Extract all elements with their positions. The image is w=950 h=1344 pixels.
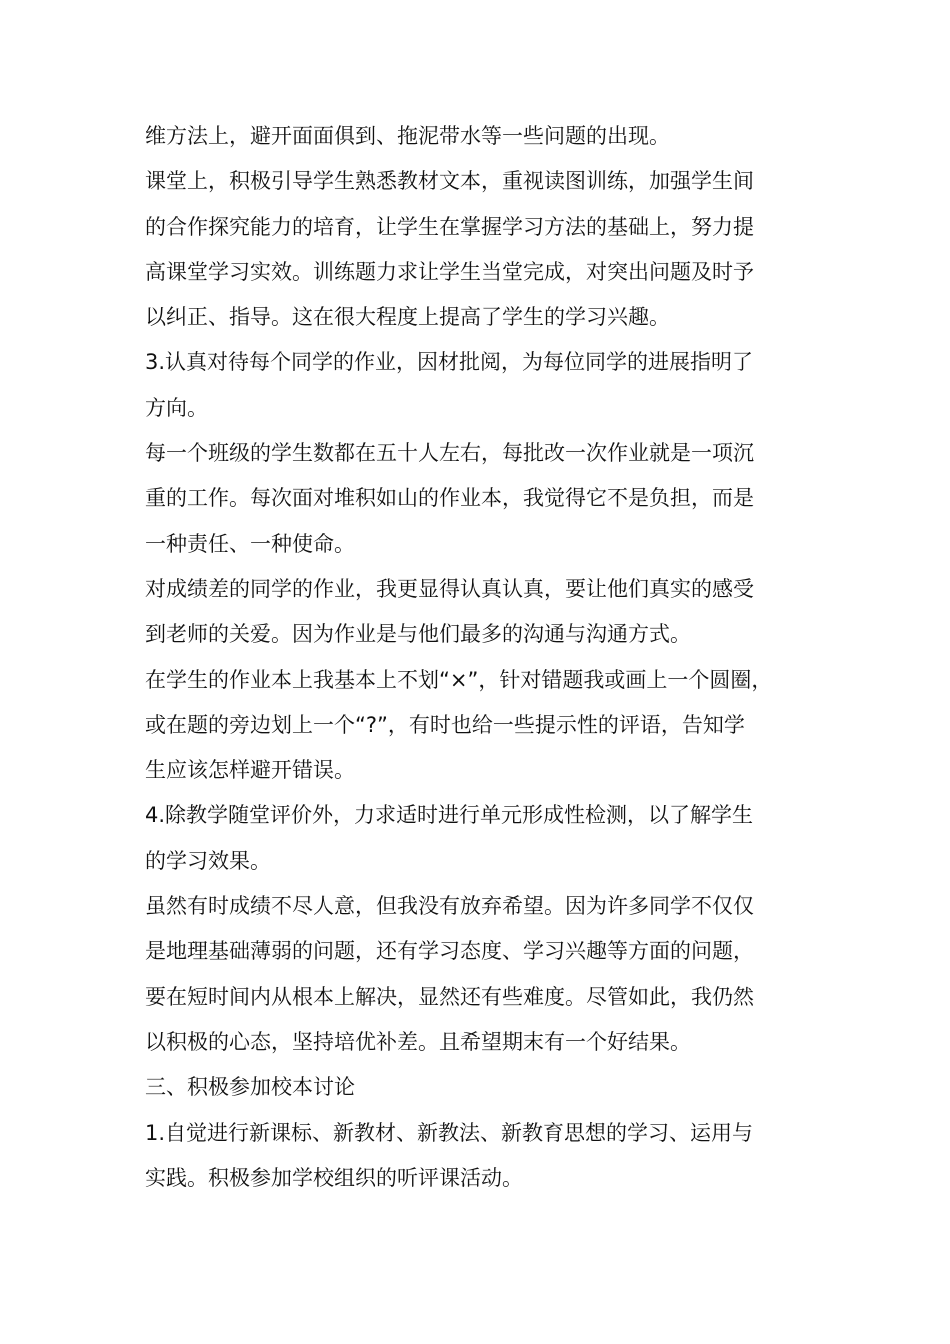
text-line: 到老师的关爱。因为作业是与他们最多的沟通与沟通方式。 bbox=[145, 622, 691, 647]
text-line: 方向。 bbox=[145, 395, 208, 420]
text-line: 虽然有时成绩不尽人意，但我没有放弃希望。因为许多同学不仅仅 bbox=[145, 894, 754, 919]
text-line: 一种责任、一种使命。 bbox=[145, 531, 355, 556]
text-line: 以积极的心态，坚持培优补差。且希望期末有一个好结果。 bbox=[145, 1029, 691, 1054]
text-line: 的学习效果。 bbox=[145, 848, 271, 873]
text-line: 3.认真对待每个同学的作业，因材批阅，为每位同学的进展指明了 bbox=[145, 350, 754, 375]
text-line: 对成绩差的同学的作业，我更显得认真认真，要让他们真实的感受 bbox=[145, 576, 754, 601]
text-line: 维方法上，避开面面俱到、拖泥带水等一些问题的出现。 bbox=[145, 124, 670, 148]
text-line: 生应该怎样避开错误。 bbox=[145, 758, 355, 783]
text-line: 每一个班级的学生数都在五十人左右，每批改一次作业就是一项沉 bbox=[145, 441, 754, 466]
text-line: 1.自觉进行新课标、新教材、新教法、新教育思想的学习、运用与 bbox=[145, 1120, 754, 1145]
document-body bbox=[145, 114, 830, 1201]
text-line: 是地理基础薄弱的问题，还有学习态度、学习兴趣等方面的问题， bbox=[145, 939, 754, 964]
text-line: 在学生的作业本上我基本上不划“×”，针对错题我或画上一个圆圈， bbox=[145, 667, 773, 692]
text-line: 重的工作。每次面对堆积如山的作业本，我觉得它不是负担，而是 bbox=[145, 486, 754, 511]
text-line: 要在短时间内从根本上解决，显然还有些难度。尽管如此，我仍然 bbox=[145, 984, 754, 1009]
text-line: 或在题的旁边划上一个“?”，有时也给一些提示性的评语，告知学 bbox=[145, 712, 745, 737]
section-heading: 三、积极参加校本讨论 bbox=[145, 1075, 355, 1100]
text-line: 的合作探究能力的培育，让学生在掌握学习方法的基础上，努力提 bbox=[145, 214, 754, 239]
text-line: 实践。积极参加学校组织的听评课活动。 bbox=[145, 1165, 523, 1190]
text-line: 4.除教学随堂评价外，力求适时进行单元形成性检测，以了解学生 bbox=[145, 803, 754, 828]
text-line: 课堂上，积极引导学生熟悉教材文本，重视读图训练，加强学生间 bbox=[145, 169, 754, 194]
text-line: 以纠正、指导。这在很大程度上提高了学生的学习兴趣。 bbox=[145, 305, 670, 330]
text-line: 高课堂学习实效。训练题力求让学生当堂完成，对突出问题及时予 bbox=[145, 259, 754, 284]
